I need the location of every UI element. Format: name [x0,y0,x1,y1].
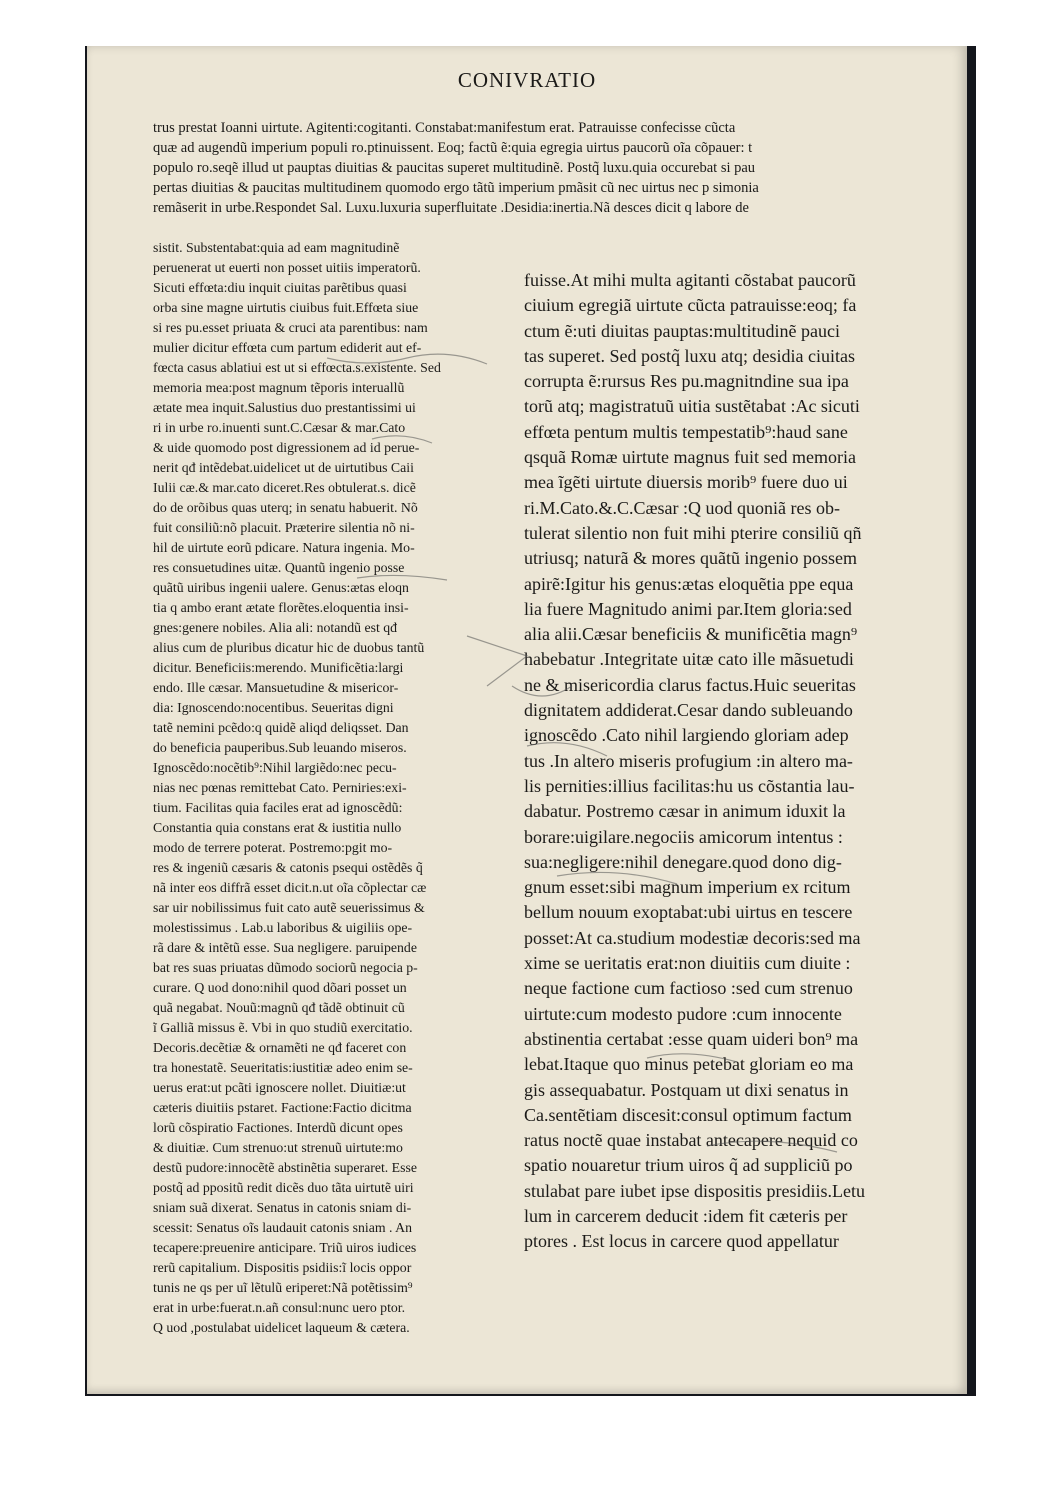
text-line: sua:negligere:nihil denegare.quod dono dig- [524,851,842,872]
text-line: hil de uirtute eorũ pdicare. Natura ingenia. Mo- [153,540,415,555]
text-line: rerũ capitalium. Dispositis psidiis:ĩ locis oppor [153,1260,412,1275]
text-line: rã dare & intẽtũ esse. Sua negligere. paruipende [153,940,417,955]
text-line: do beneficia pauperibus.Sub leuando miseros. [153,740,407,755]
text-line: remãserit in urbe.Respondet Sal. Luxu.luxuria superfluitate .Desidia:inertia.Nã desces dicit q labore de [153,200,749,216]
text-line: Ignoscẽdo:nocẽtib⁹:Nihil largiẽdo:nec pecu- [153,760,397,775]
text-line: abstinentia certabat :esse quam uideri bon⁹ ma [524,1028,859,1049]
text-line: nã inter eos diffrã esset dicit.n.ut oĩa cõplectar cæ [153,880,427,895]
text-line: dignitatem addiderat.Cesar dando subleuando [524,700,853,721]
text-line: res consuetudines uitæ. Quantũ ingenio posse [153,560,405,575]
text-line: tecapere:preuenire anticipare. Triũ uiros iudices [153,1240,417,1255]
text-line: tulerat silentio non fuit mihi pterire consiliũ qñ [524,522,862,543]
main-text-column [524,268,932,1255]
text-line: do de orõibus quas uterq; in senatu habuerit. Nõ [153,500,418,515]
text-line: habebatur .Integritate uitæ cato ille mãsuetudi [524,649,854,670]
text-line: tium. Facilitas quia faciles erat ad ignoscẽdũ: [153,800,403,815]
text-line: molestissimus . Lab.u laboribus & uigiliis ope- [153,920,413,935]
text-line: ri.M.Cato.&.C.Cæsar :Q uod quoniã res ob- [524,497,840,518]
text-line: Ca.sentẽtiam discesit:consul optimum factum [524,1104,852,1125]
text-line: ptores . Est locus in carcere quod appellatur [524,1231,839,1252]
text-line: ri in urbe ro.inuenti sunt.C.Cæsar & mar.Cato [153,420,406,435]
commentary-full-width [153,118,929,218]
text-line: scessit: Senatus oĩs laudauit catonis sniam . An [153,1220,413,1235]
text-line: ciuium egregiã uirtute cũcta patrauisse:eoq; fa [524,295,857,316]
text-line: quæ ad augendũ imperium populi ro.ptinuissent. Eoq; factũ ẽ:quia egregia uirtus paucorũ oĩa cõpauer: t [153,140,753,156]
book-page [87,46,967,1394]
text-line: borare:uigilare.negociis amicorum intentus : [524,826,843,847]
text-line: ne & misericordia clarus factus.Huic seueritas [524,674,856,695]
text-line: mea ĩgẽti uirtute diuersis morib⁹ fuere duo ui [524,472,848,493]
text-line: Sicuti effœta:diu inquit ciuitas parẽtibus quasi [153,280,407,295]
text-line: Q uod ,postulabat uidelicet laqueum & cætera. [153,1320,410,1335]
text-line: fuisse.At mihi multa agitanti cõstabat paucorũ [524,270,856,290]
text-line: xime se ueritatis erat:non diuitiis cum diuite : [524,953,851,974]
text-line: spatio nouaretur trium uiros q̃ ad suppliciũ po [524,1155,853,1176]
text-line: Decoris.decẽtiæ & ornamẽti ne qđ faceret con [153,1040,407,1055]
text-line: fuit consiliũ:nõ placuit. Præterire silentia nõ ni- [153,520,415,535]
text-line: curare. Q uod dono:nihil quod dõari posset un [153,980,407,995]
text-line: si res pu.esset priuata & cruci ata parentibus: nam [153,320,428,335]
text-line: lia fuere Magnitudo animi par.Item gloria:sed [524,598,852,619]
text-line: neque factione cum factioso :sed cum strenuo [524,978,853,999]
text-line: sniam suã dixerat. Senatus in catonis sniam di- [153,1200,412,1215]
text-line: lorũ cõspiratio Factiones. Interdũ dicunt opes [153,1120,403,1135]
text-line: mulier dicitur effœta cum partum ediderit aut ef- [153,340,422,355]
text-line: populo ro.seqẽ illud ut pauptas diuitias & paucitas superet multitudinẽ. Postq̃ luxu.quia occurebat si pau [153,160,756,176]
text-line: erat in urbe:fuerat.n.añ consul:nunc uero ptor. [153,1300,406,1315]
running-head: CONIVRATIO [457,68,597,92]
text-line: alia alii.Cæsar beneficiis & munificẽtia magn⁹ [524,624,858,645]
text-line: alius cum de pluribus dicatur hic de duobus tantũ [153,640,425,655]
text-line: uirtute:cum modesto pudore :cum innocente [524,1003,842,1024]
text-line: tra honestatẽ. Seueritatis:iustitiæ adeo enim se- [153,1060,413,1075]
text-line: sistit. Substentabat:quia ad eam magnitudinẽ [153,240,400,255]
text-line: endo. Ille cæsar. Mansuetudine & misericor- [153,680,399,695]
text-line: qsquã Romæ uirtute magnus fuit sed memoria [524,447,856,468]
text-line: bellum nouum exoptabat:ubi uirtus en tescere [524,902,853,923]
text-line: & diuitiæ. Cum strenuo:ut strenuũ uirtute:mo [153,1140,403,1155]
text-line: res & ingeniũ cæsaris & catonis psequi ostẽdẽs q̃ [153,860,423,875]
text-line: gnes:genere nobiles. Alia ali: notandũ est qđ [153,620,398,635]
text-line: memoria mea:post magnum tẽporis interuallũ [153,380,405,395]
text-line: lis pernities:illius facilitas:hu us cõstantia lau- [524,775,855,796]
text-line: tatẽ nemini pcẽdo:q quidẽ aliqd deliqsset. Dan [153,720,409,735]
text-line: ratus noctẽ quae instabat antecapere nequid co [524,1130,858,1151]
text-line: stulabat pare iubet ipse dispositis presidiis.Letu [524,1180,865,1201]
text-line: gis assequabatur. Postquam ut dixi senatus in [524,1079,849,1100]
text-line: nias nec pœnas remittebat Cato. Perniries:exi- [153,780,407,795]
text-line: cæteris diuitiis pstaret. Factione:Factio dicitma [153,1100,412,1115]
text-line: modo de terrere poterat. Postremo:pgit mo- [153,840,393,855]
text-line: nerit qđ intẽdebat.uidelicet ut de uirtutibus Caii [153,460,414,475]
text-line: lum in carcerem deducit :idem fit cæteris per [524,1205,848,1226]
text-line: pertas diuitias & paucitas multitudinem quomodo ergo tãtũ imperium pmãsit cũ nec uirtus nec p simonia [153,180,759,196]
text-line: uerus erat:ut pcãti ignoscere nollet. Diuitiæ:ut [153,1080,406,1095]
text-line: destũ pudore:innocẽtẽ abstinẽtia superaret. Esse [153,1160,417,1175]
text-line: & uide quomodo post digressionem ad id perue- [153,440,420,455]
text-line: trus prestat Ioanni uirtute. Agitenti:cogitanti. Constabat:manifestum erat. Patrauisse confecisse cũcta [153,120,736,136]
text-line: ctum ẽ:uti diuitas pauptas:multitudinẽ pauci [524,320,840,341]
text-line: Iulii cæ.& mar.cato diceret.Res obtulerat.s. dicẽ [153,480,416,495]
text-line: quã negabat. Nouũ:magnũ qđ tãdẽ obtinuit cũ [153,1000,405,1015]
text-line: sar uir nobilissimus fuit cato autẽ seuerissimus & [153,900,425,915]
text-line: tunis ne qs per uĩ lẽtulũ eriperet:Nã potẽtissim⁹ [153,1280,413,1295]
text-line: tus .In altero miseris profugium :in altero ma- [524,750,853,771]
text-line: effœta pentum multis tempestatib⁹:haud sane [524,421,848,442]
text-line: dicitur. Beneficiis:merendo. Munificẽtia:largi [153,660,404,675]
text-line: quãtũ uiribus ingenii ualere. Genus:ætas eloqn [153,580,409,595]
text-line: ignoscẽdo .Cato nihil largiendo gloriam adep [524,725,849,746]
text-line: dia: Ignoscendo:nocentibus. Seueritas digni [153,700,394,715]
text-line: postq̃ ad ppositũ redit dicẽs duo tãta uirtutẽ uiri [153,1180,414,1195]
text-line: bat res suas priuatas dũmodo sociorũ negocia p- [153,960,418,975]
text-line: dabatur. Postremo cæsar in animum iduxit la [524,801,846,822]
text-line: ætate mea inquit.Salustius duo prestantissimi ui [153,400,416,415]
text-line: corrupta ẽ:rursus Res pu.magnitndine sua ipa [524,371,849,392]
text-line: posset:At ca.studium modestiæ decoris:sed ma [524,927,861,948]
text-line: fœcta casus ablatiui est ut si effœcta.s.existente. Sed [153,360,441,375]
text-line: lebat.Itaque quo minus petebat gloriam eo ma [524,1054,854,1075]
text-line: peruenerat ut euerti non posset uitiis imperatorũ. [153,260,421,275]
text-line: tia q ambo erant ætate florẽtes.eloquentia insi- [153,600,409,615]
text-line: torũ atq; magistratuũ uitia sustẽtabat :Ac sicuti [524,396,860,417]
text-line: ĩ Galliã missus ẽ. Vbi in quo studiũ exercitatio. [153,1020,413,1035]
commentary-column [153,238,521,1338]
text-line: apirẽ:Igitur his genus:ætas eloquẽtia ppe equa [524,573,854,594]
text-line: gnum esset:sibi magnum imperium ex rcitum [524,877,851,898]
text-line: Constantia quia constans erat & iustitia nullo [153,820,402,835]
text-line: utriusq; naturã & mores quãtũ ingenio possem [524,548,857,569]
text-line: orba sine magne uirtutis ciuibus fuit.Effœta siue [153,300,419,315]
text-line: tas superet. Sed postq̃ luxu atq; desidia ciuitas [524,345,855,366]
